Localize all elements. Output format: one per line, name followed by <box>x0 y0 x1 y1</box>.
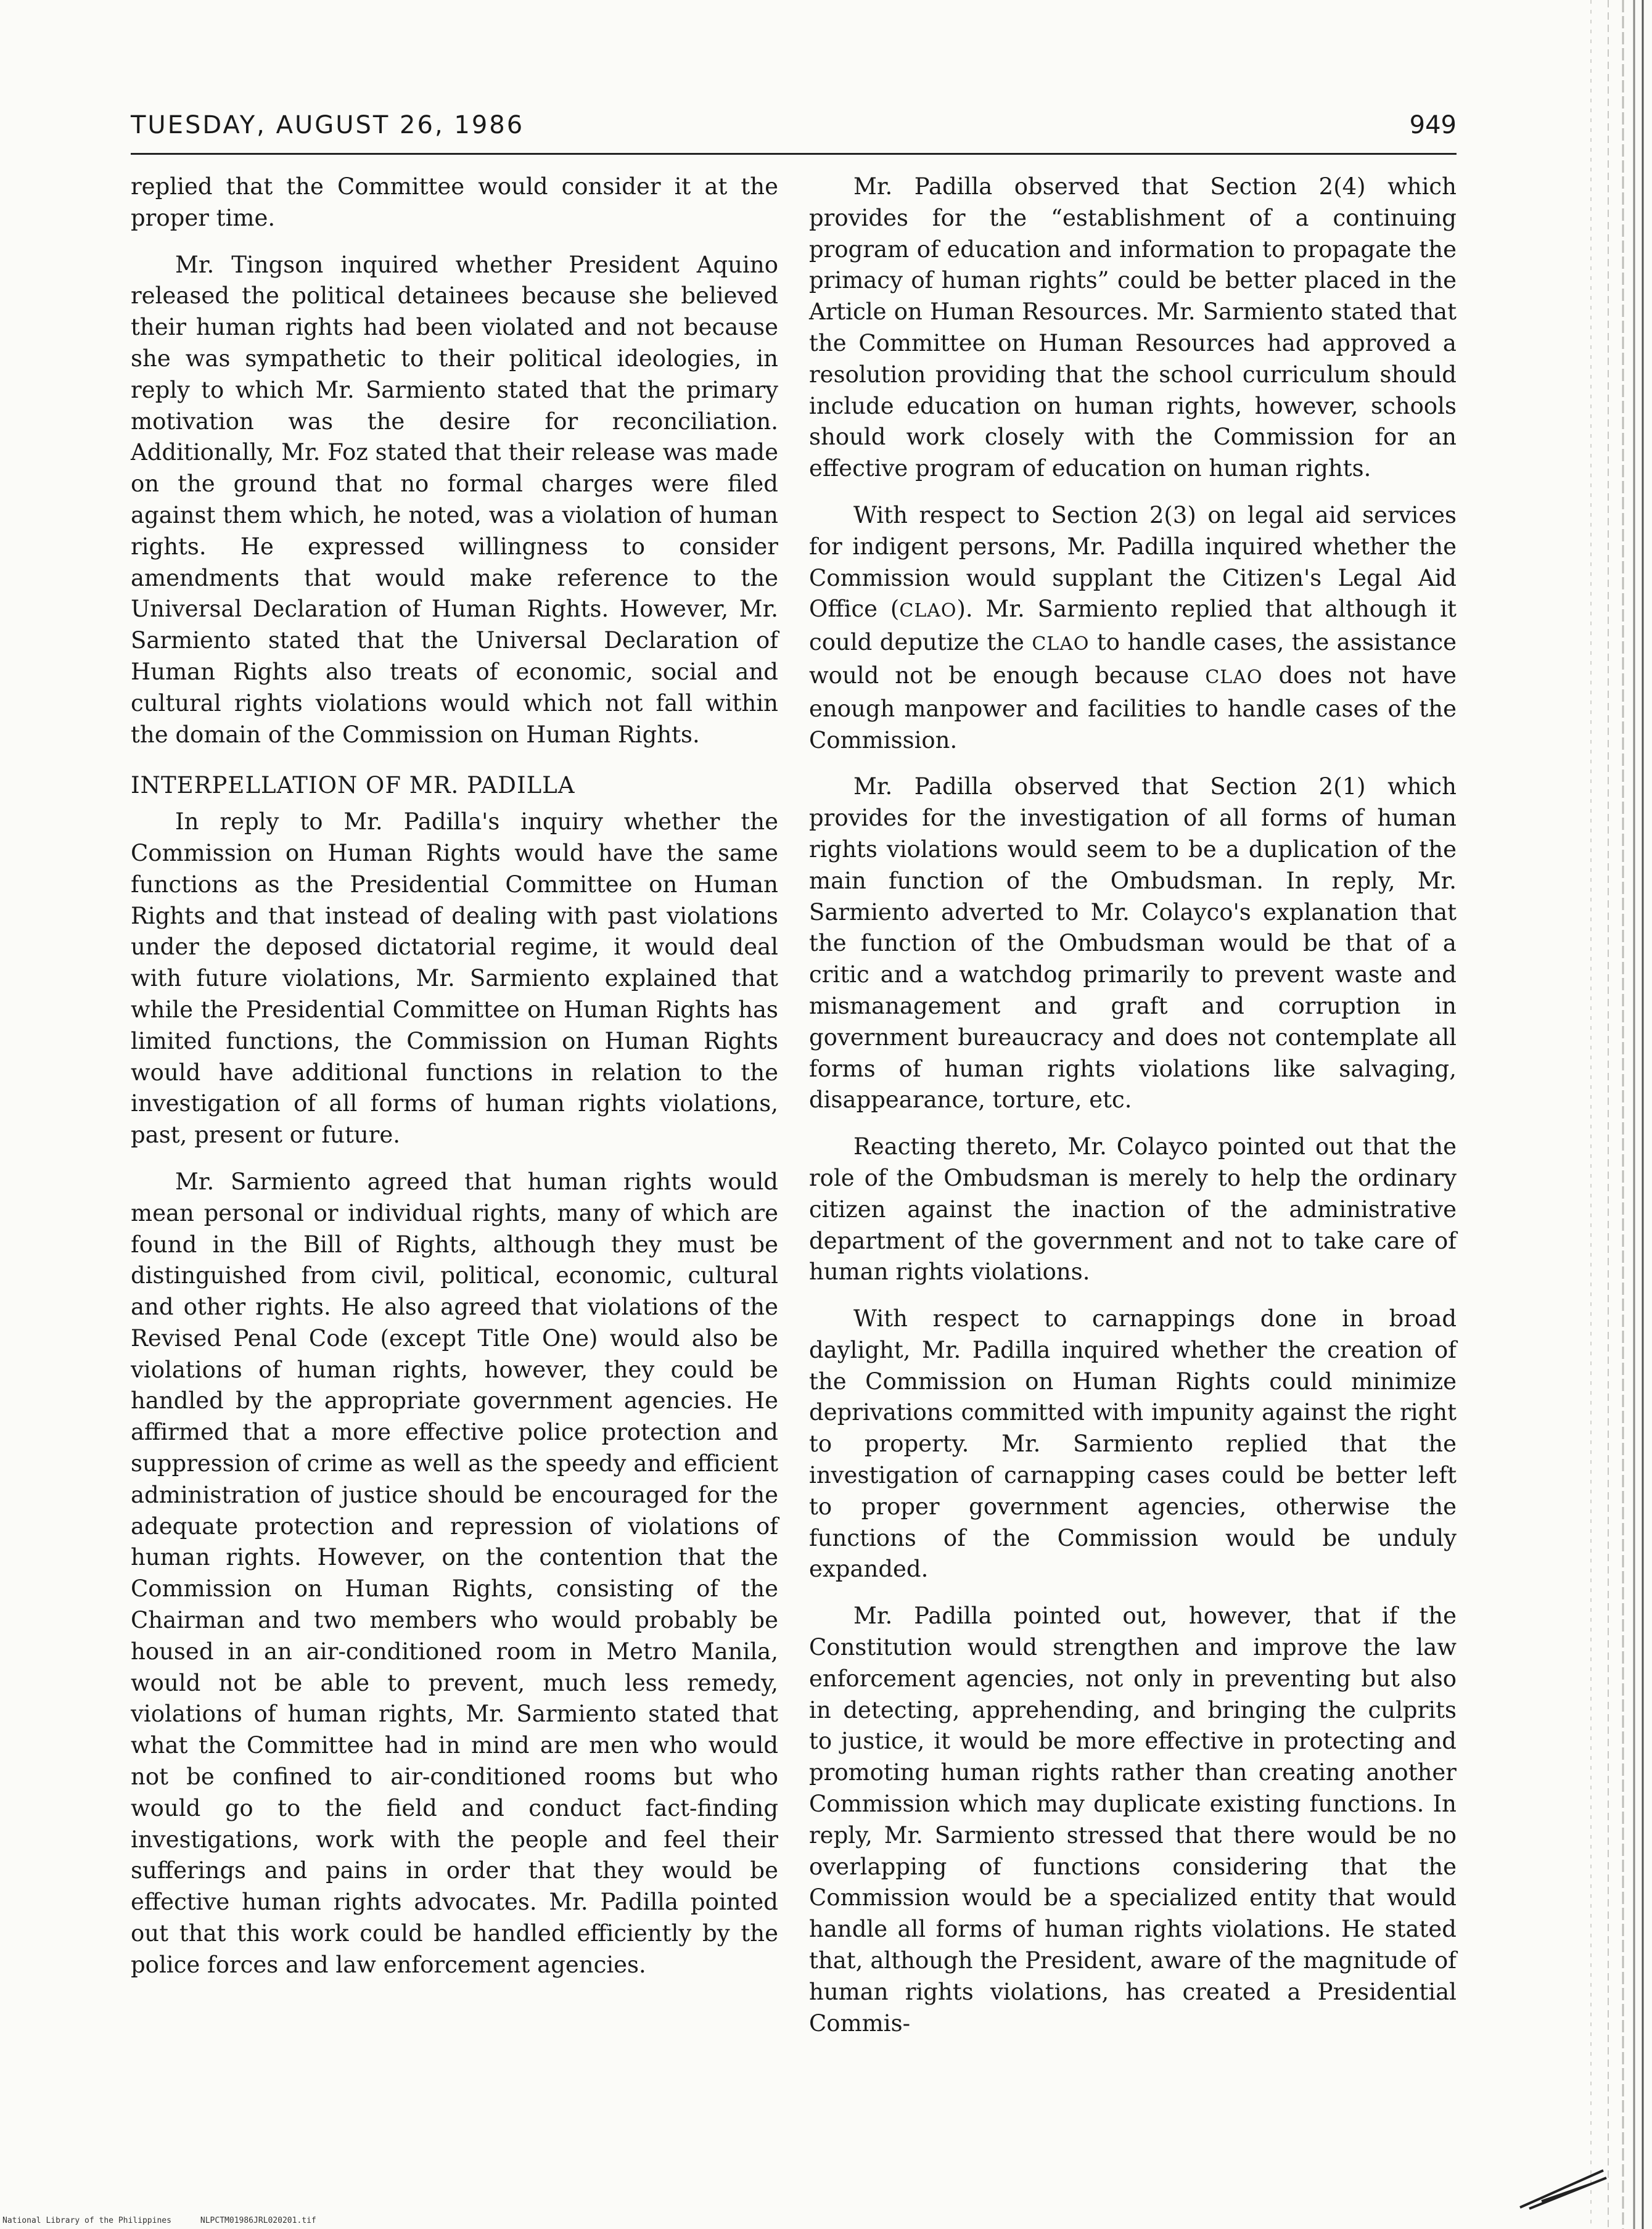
header-date: TUESDAY, AUGUST 26, 1986 <box>131 111 525 139</box>
footer-file: NLPCTM01986JRL020201.tif <box>200 2216 316 2225</box>
left-column <box>131 171 778 1997</box>
scan-edge-marks <box>1579 0 1652 2229</box>
text-run: With respect to Section 2(3) on legal aid services for indigent persons, Mr. Padilla inquired whether the Commission would supplant the Citizen's Legal Aid Office ( <box>809 501 1457 623</box>
paragraph: With respect to carnappings done in broad daylight, Mr. Padilla inquired whether the creation of the Commission on Human Rights could minimize deprivations committed with impunity against the right to property. Mr. Sarmiento replied that the investigation of carnapping cases could be better left to proper government agencies, otherwise the functions of the Commission would be unduly expanded. <box>809 1305 1457 1583</box>
paragraph: Mr. Padilla observed that Section 2(4) which provides for the “establishment of a continuing program of education and information to propagate the primacy of human rights” could be better placed in the Article on Human Resources. Mr. Sarmiento stated that the Committee on Human Resources had approved a resolution providing that the school curriculum should include education on human rights, however, schools should work closely with the Commission for an effective program of education on human rights. <box>809 173 1457 482</box>
text-run: ). Mr. Sarmiento replied that although it could deputize the <box>809 596 1457 656</box>
pen-mark <box>1517 2164 1609 2214</box>
paragraph: Mr. Sarmiento agreed that human rights would mean personal or individual rights, many of which are found in the Bill of Rights, although they must be distinguished from civil, political, economic, cultural and other rights. He also agreed that violations of the Revised Penal Code (except Title One) would also be violations of human rights, however, they could be handled by the appropriate government agencies. He affirmed that a more effective police protection and suppression of crime as well as the speedy and efficient administration of justice should be encouraged for the adequate protection and repression of violations of human rights. However, on the contention that the Commission on Human Rights, consisting of the Chairman and two members who would probably be housed in an air-conditioned room in Metro Manila, would not be able to prevent, much less remedy, violations of human rights, Mr. Sarmiento stated that what the Committee had in mind are men who would not be confined to air-conditioned rooms but who would go to the field and conduct fact-finding investigations, work with the people and feel their sufferings and pains in order that they would be effective human rights advocates. Mr. Padilla pointed out that this work could be handled efficiently by the police forces and law enforcement agencies. <box>131 1168 778 1978</box>
page-number: 949 <box>1409 111 1457 139</box>
text-run: to handle cases, the assistance would not be enough because <box>809 629 1457 689</box>
abbreviation: CLAO <box>899 600 957 622</box>
abbreviation: CLAO <box>1205 666 1263 688</box>
page-header <box>131 104 1457 155</box>
scan-footer <box>2 2216 316 2225</box>
paragraph: Mr. Padilla pointed out, however, that if the Constitution would strengthen and improve the law enforcement agencies, not only in preventing but also in detecting, apprehending, and bringing the culprits to justice, it would be more effective in protecting and promoting human rights rather than creating another Commission which may duplicate existing functions. In reply, Mr. Sarmiento stressed that there would be no overlapping of functions considering that the Commission would be a specialized entity that would handle all forms of human rights violations. He stated that, although the President, aware of the magnitude of human rights violations, has created a Presidential Commis- <box>809 1603 1457 2037</box>
right-column <box>809 171 1457 2055</box>
paragraph: replied that the Committee would consider it at the proper time. <box>131 173 778 231</box>
text-run: does not have enough manpower and facilities to handle cases of the Commission. <box>809 662 1457 753</box>
abbreviation: CLAO <box>1032 633 1090 655</box>
paragraph-legal-aid <box>809 500 1457 756</box>
paragraph: Mr. Tingson inquired whether President Aquino released the political detainees because she believed their human rights had been violated and not because she was sympathetic to their political ideologies, in reply to which Mr. Sarmiento stated that the primary motivation was the desire for reconciliation. Additionally, Mr. Foz stated that their release was made on the ground that no formal charges were filed against them which, he noted, was a violation of human rights. He expressed willingness to consider amendments that would make reference to the Universal Declaration of Human Rights. However, Mr. Sarmiento stated that the Universal Declaration of Human Rights also treats of economic, social and cultural rights violations would which not fall within the domain of the Commission on Human Rights. <box>131 251 778 748</box>
paragraph: In reply to Mr. Padilla's inquiry whether the Commission on Human Rights would have the same functions as the Presidential Committee on Human Rights and that instead of dealing with past violations under the deposed dictatorial regime, it would deal with future violations, Mr. Sarmiento explained that while the Presidential Committee on Human Rights has limited functions, the Commission on Human Rights would have additional functions in relation to the investigation of all forms of human rights violations, past, present or future. <box>131 808 778 1149</box>
footer-source: National Library of the Philippines <box>2 2216 171 2225</box>
paragraph: Mr. Padilla observed that Section 2(1) which provides for the investigation of all forms of human rights violations would seem to be a duplication of the main function of the Ombudsman. In reply, Mr. Sarmiento adverted to Mr. Colayco's explanation that the function of the Ombudsman would be that of a critic and a watchdog primarily to prevent waste and mismanagement and graft and corruption in government bureaucracy and does not contemplate all forms of human rights violations like salvaging, disappearance, torture, etc. <box>809 773 1457 1114</box>
paragraph: Reacting thereto, Mr. Colayco pointed out that the role of the Ombudsman is merely to help the ordinary citizen against the inaction of the administrative department of the government and not to take care of human rights violations. <box>809 1133 1457 1286</box>
section-heading: INTERPELLATION OF MR. PADILLA <box>131 772 575 799</box>
